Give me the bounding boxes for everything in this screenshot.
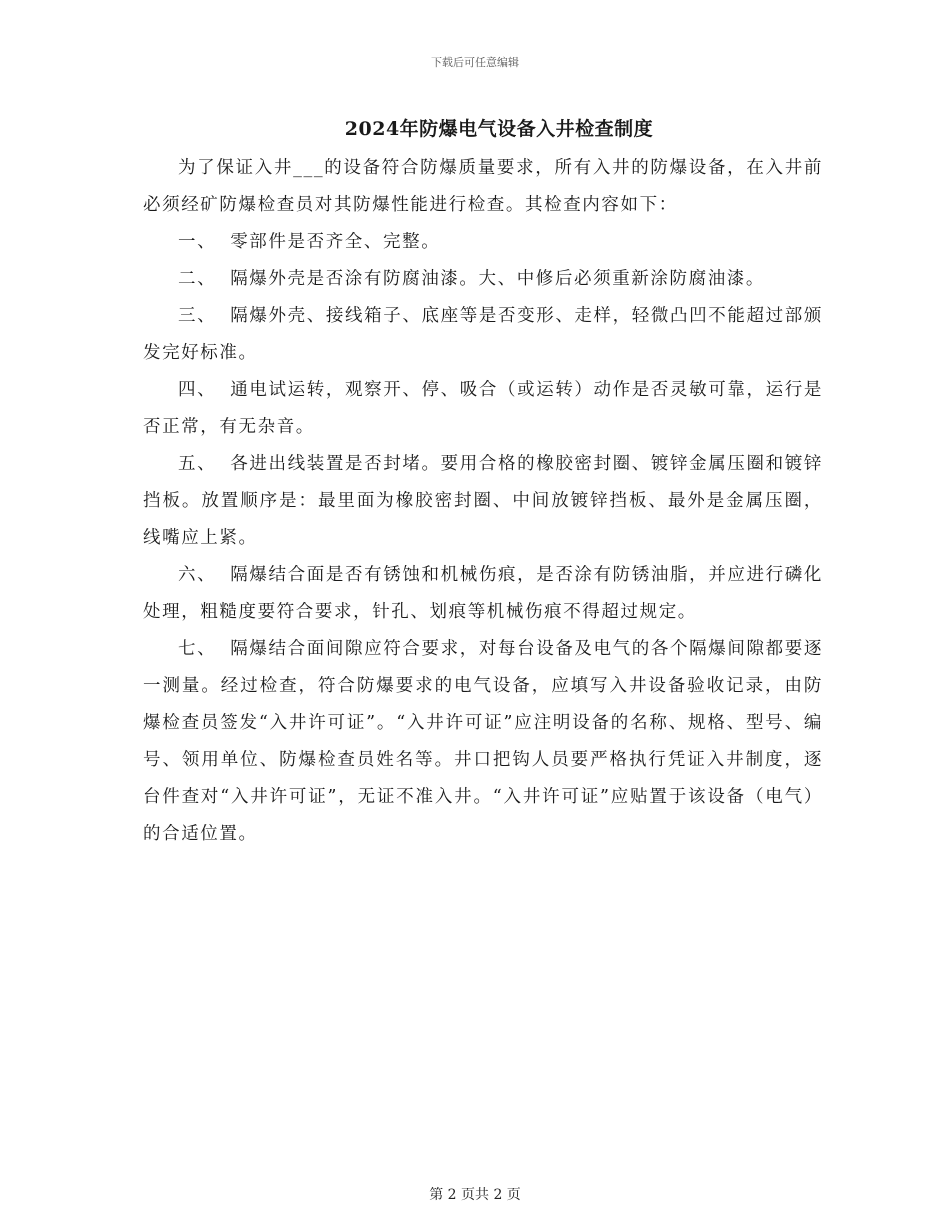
item-text: 各进出线装置是否封堵。要用合格的橡胶密封圈、镀锌金属压圈和镀锌挡板。放置顺序是：最里面为橡胶密封圈、中间放镀锌挡板、最外是金属压圈，线嘴应上紧。	[143, 454, 823, 548]
item-text: 隔爆外壳、接线箱子、底座等是否变形、走样，轻微凸凹不能超过部颁发完好标准。	[143, 306, 823, 363]
item-text: 隔爆结合面是否有锈蚀和机械伤痕，是否涂有防锈油脂，并应进行磷化处理，粗糙度要符合要求，针孔、划痕等机械伤痕不得超过规定。	[143, 565, 823, 622]
item-number: 五、	[178, 454, 217, 474]
page-number: 第 2 页共 2 页	[429, 1187, 521, 1203]
item-text: 隔爆结合面间隙应符合要求，对每台设备及电气的各个隔爆间隙都要逐一测量。经过检查，符合防爆要求的电气设备，应填写入井设备验收记录，由防爆检查员签发“入井许可证”。“入井许可证”应注明设备的名称、规格、型号、编号、领用单位、防爆检查员姓名等。井口把钩人员要严格执行凭证入井制度，逐台件查对“入井许可证”，无证不准入井。“入井许可证”应贴置于该设备（电气）的合适位置。	[143, 639, 823, 844]
item-number: 七、	[178, 639, 217, 659]
item-number: 四、	[178, 380, 217, 400]
page-header-note: 下载后可任意编辑	[431, 56, 519, 69]
item-number: 六、	[178, 565, 217, 585]
checklist-item-4	[143, 372, 823, 446]
item-number: 一、	[178, 232, 217, 252]
item-number: 三、	[178, 306, 217, 326]
checklist-item-7	[143, 631, 823, 853]
item-number: 二、	[178, 269, 217, 289]
item-text: 通电试运转，观察开、停、吸合（或运转）动作是否灵敏可靠，运行是否正常，有无杂音。	[143, 380, 823, 437]
document-body	[143, 150, 823, 853]
item-text: 零部件是否齐全、完整。	[230, 232, 441, 252]
item-text: 隔爆外壳是否涂有防腐油漆。大、中修后必须重新涂防腐油漆。	[230, 269, 766, 289]
checklist-item-6	[143, 557, 823, 631]
intro-paragraph: 为了保证入井___的设备符合防爆质量要求，所有入井的防爆设备，在入井前必须经矿防爆检查员对其防爆性能进行检查。其检查内容如下：	[143, 158, 823, 215]
checklist-item-1	[143, 224, 823, 261]
document-title: 2024年防爆电气设备入井检查制度	[344, 118, 654, 140]
checklist-item-2	[143, 261, 823, 298]
checklist-item-5	[143, 446, 823, 557]
checklist-item-3	[143, 298, 823, 372]
